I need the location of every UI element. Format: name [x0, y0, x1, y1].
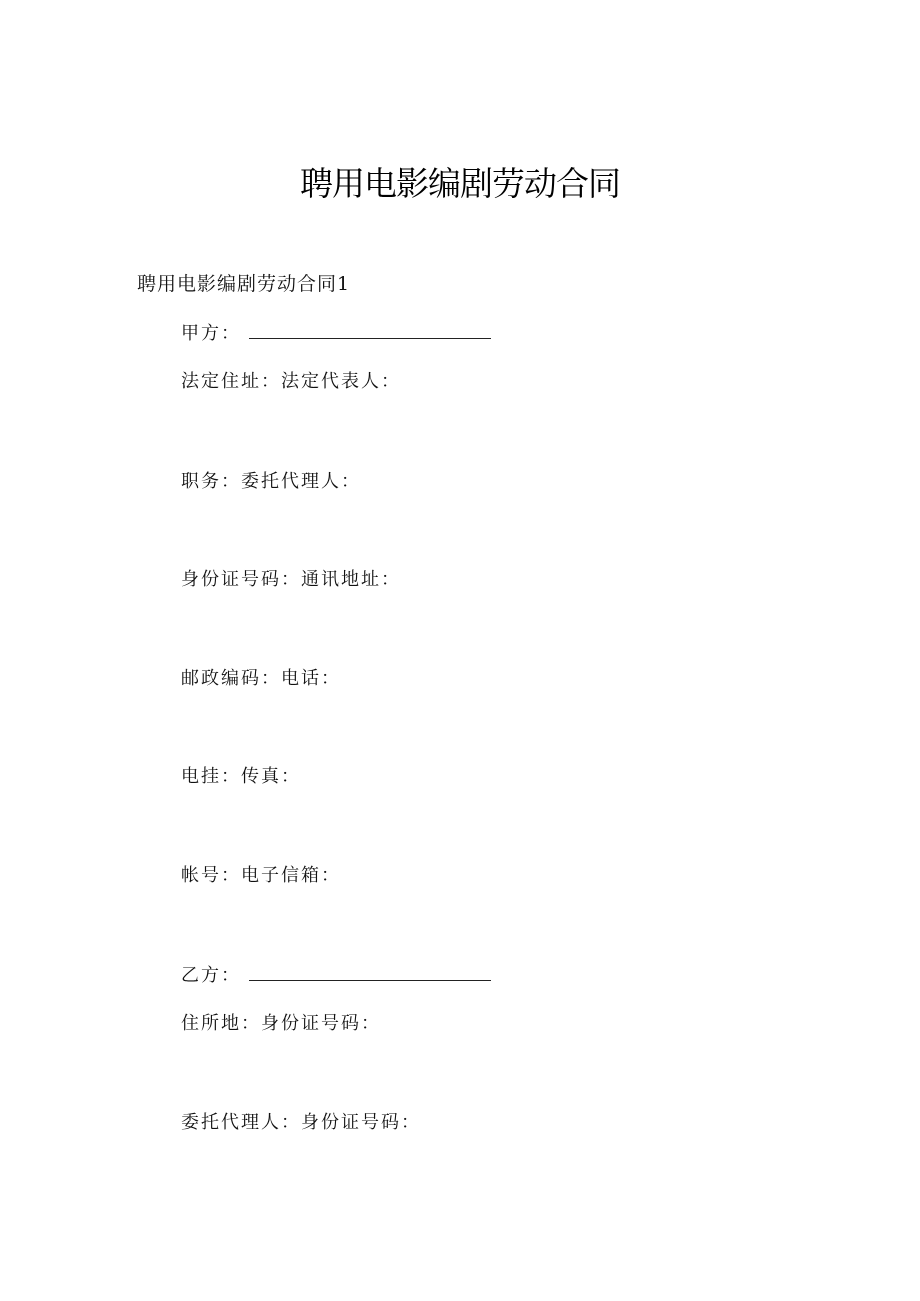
party-a-label: 甲方： — [181, 323, 241, 344]
document-title: 聘用电影编剧劳动合同 — [300, 164, 620, 203]
contract-subtitle: 聘用电影编剧劳动合同1 — [137, 273, 351, 295]
telegraph-fax-line: 电挂：传真： — [181, 766, 301, 787]
residence-id-line: 住所地：身份证号码： — [181, 1013, 381, 1034]
postcode-phone-line: 邮政编码：电话： — [181, 668, 341, 689]
position-line: 职务：委托代理人： — [181, 471, 361, 492]
agent-id-line: 委托代理人：身份证号码： — [181, 1112, 421, 1133]
party-a-line — [181, 320, 491, 347]
party-b-label: 乙方： — [181, 965, 241, 986]
party-b-blank — [249, 962, 491, 981]
party-b-line — [181, 962, 491, 989]
party-a-blank — [249, 320, 491, 339]
id-address-line: 身份证号码：通讯地址： — [181, 569, 401, 590]
legal-address-line: 法定住址：法定代表人： — [181, 371, 401, 392]
account-email-line: 帐号：电子信箱： — [181, 865, 341, 886]
